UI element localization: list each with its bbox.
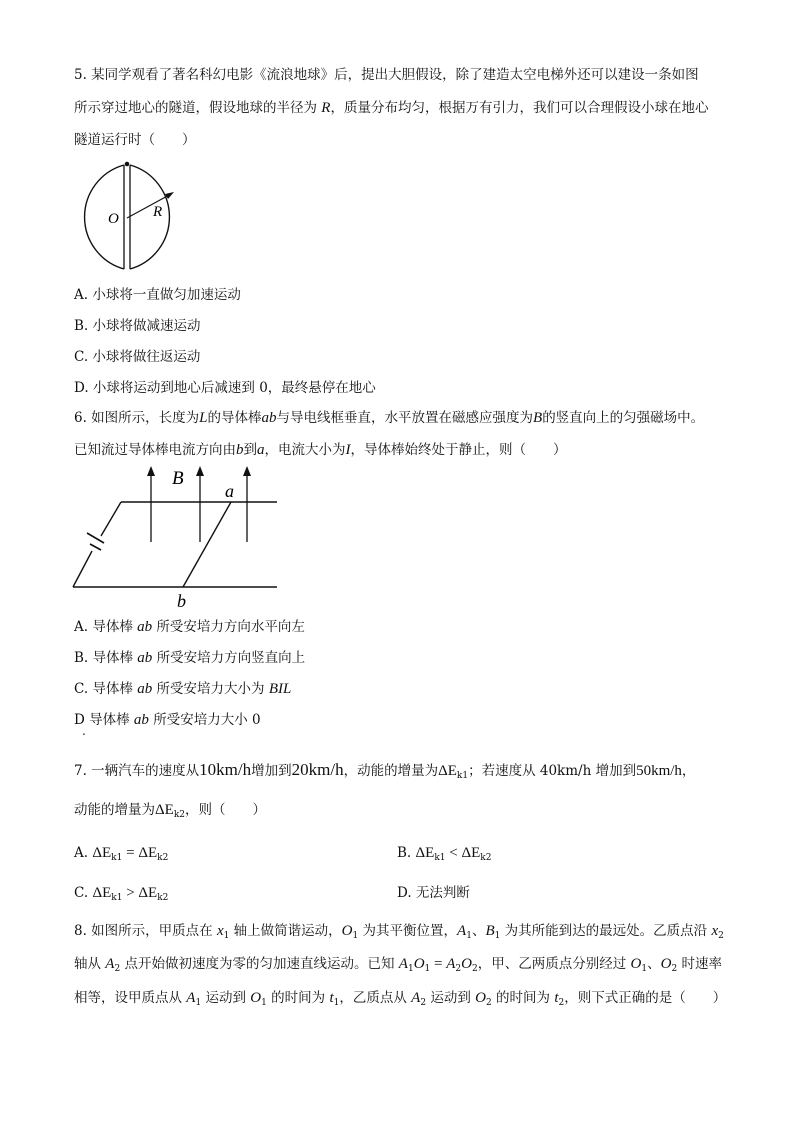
q7-stem-line-2: 动能的增量为$\Delta E_{k2}$，则（ ） [74,802,266,820]
stray-dot: . [82,724,86,738]
field-label-B: B [172,468,184,489]
field-arrowhead-1 [147,466,155,476]
q6-magnetic-field-figure [70,462,285,612]
q5-option-c: C. 小球将做往返运动 [74,349,201,365]
q8-stem-line-2: 轴从 $A_2$ 点开始做初速度为零的匀加速直线运动。已知 $A_1O_1 = A_2O_2$，甲、乙两质点分别经过 $O_1$、$O_2$ 时速率 [74,956,722,974]
field-arrowhead-2 [196,466,204,476]
earth-right-half [130,165,169,269]
conductor-rod-ab [183,502,231,587]
q5-stem-line-1: 5. 某同学观看了著名科幻电影《流浪地球》后，提出大胆假设，除了建造太空电梯外还可以建设一条如图 [74,67,699,83]
q7-option-d: D. 无法判断 [397,885,470,901]
field-arrowhead-3 [243,466,251,476]
q8-stem-line-1: 8. 如图所示，甲质点在 $x_1$ 轴上做简谐运动，$O_1$ 为其平衡位置，$A_1$、$B_1$ 为其所能到达的最远处。乙质点沿 $x_2$ [74,923,724,941]
q8-stem-line-3: 相等，设甲质点从 $A_1$ 运动到 $O_1$ 的时间为 $t_1$，乙质点从 $A_2$ 运动到 $O_2$ 的时间为 $t_2$，则下式正确的是（ ） [74,990,727,1008]
q5-option-b: B. 小球将做减速运动 [74,318,201,334]
frame-left-lower [73,551,92,587]
q7-stem-line-1: 7. 一辆汽车的速度从10km/h增加到20km/h，动能的增量为$\Delta E_{k1}$；若速度从 40km/h 增加到50km/h， [74,760,696,781]
q6-option-c: C. 导体棒 ab 所受安培力大小为 BIL [74,681,292,697]
q6-option-d: D 导体棒 ab 所受安培力大小 0 [74,712,261,728]
center-label-O: O [108,211,119,227]
radius-line [127,194,171,218]
q5-stem-line-2: 所示穿过地心的隧道，假设地球的半径为 R，质量分布均匀，根据万有引力，我们可以合理假设小球在地心 [74,100,709,116]
q7-option-b: B. $\Delta E_{k1} < \Delta E_{k2}$ [397,845,492,863]
frame-left-upper [101,502,121,536]
q5-option-d: D. 小球将运动到地心后减速到 0，最终悬停在地心 [74,380,376,396]
q6-stem-line-1: 6. 如图所示，长度为L的导体棒ab与导电线框垂直，水平放置在磁感应强度为B的竖直向上的匀强磁场中。 [74,410,705,426]
q7-option-a: A. $\Delta E_{k1} = \Delta E_{k2}$ [74,845,169,863]
rod-end-label-b: b [177,591,186,611]
q5-stem-line-3: 隧道运行时（ ） [74,132,196,148]
radius-label-R: R [153,204,163,220]
q5-earth-tunnel-figure [70,160,190,272]
small-ball [125,162,130,167]
rod-end-label-a: a [225,481,234,501]
q6-option-b: B. 导体棒 ab 所受安培力方向竖直向上 [74,650,306,666]
q5-option-a: A. 小球将一直做匀加速运动 [74,287,241,303]
delta-E-symbol: ΔE [438,763,457,779]
q6-stem-line-2: 已知流过导体棒电流方向由b到a，电流大小为I，导体棒始终处于静止，则（ ） [74,442,567,458]
battery-plate-short [90,544,101,550]
q6-option-a: A. 导体棒 ab 所受安培力方向水平向左 [74,619,305,635]
q7-option-c: C. $\Delta E_{k1} > \Delta E_{k2}$ [74,885,169,903]
